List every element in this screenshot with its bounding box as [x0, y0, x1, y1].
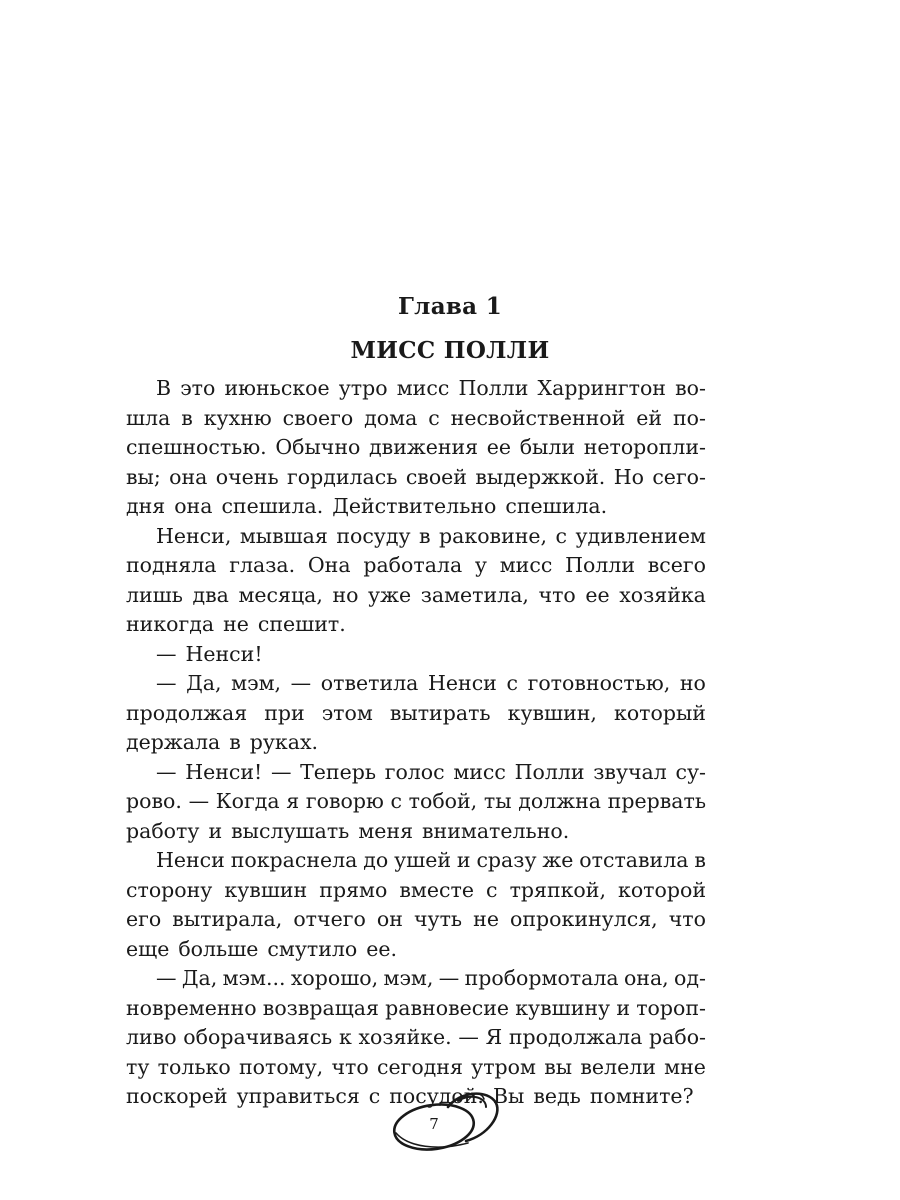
- text-line: рово. — Когда я говорю с тобой, ты должна прервать: [126, 789, 706, 813]
- chapter-heading: [0, 285, 900, 373]
- text-line: спешностью. Обычно движения ее были неторопли-: [126, 435, 706, 459]
- text-line: — Ненси! — Теперь голос мисс Полли звучал су-: [156, 759, 706, 784]
- text-line: шла в кухню своего дома с несвойственной ей по-: [126, 405, 706, 430]
- text-line: работу и выслушать меня внимательно.: [126, 818, 570, 843]
- page-number: 7: [429, 1115, 439, 1133]
- text-line: Ненси, мывшая посуду в раковине, с удивлением: [156, 523, 706, 548]
- text-line: дня она спешила. Действительно спешила.: [126, 494, 608, 518]
- text-line: никогда не спешит.: [126, 612, 346, 636]
- page-number-ornament: [388, 1085, 503, 1155]
- text-line: его вытирала, отчего он чуть не опрокинулся, что: [126, 907, 706, 931]
- text-line: — Да, мэм... хорошо, мэм, — пробормотала она, од-: [156, 966, 706, 990]
- text-line: — Да, мэм, — ответила Ненси с готовностью, но: [156, 671, 706, 695]
- text-line: лишь два месяца, но уже заметила, что ее хозяйка: [126, 582, 706, 607]
- text-line: В это июньское утро мисс Полли Харрингтон во-: [156, 376, 706, 400]
- text-line: продолжая при этом вытирать кувшин, который: [126, 700, 706, 725]
- text-line: подняла глаза. Она работала у мисс Полли всего: [126, 553, 706, 577]
- chapter-title: МИСС ПОЛЛИ: [350, 337, 550, 364]
- text-line: поскорей управиться с посудой. Вы ведь помните?: [126, 1084, 694, 1108]
- text-line: ту только потому, что сегодня утром вы велели мне: [126, 1054, 706, 1079]
- text-line: еще больше смутило ее.: [126, 936, 398, 961]
- text-line: ливо оборачиваясь к хозяйке. — Я продолжала рабо-: [126, 1025, 706, 1049]
- text-line: — Ненси!: [156, 641, 263, 666]
- text-line: держала в руках.: [126, 730, 319, 754]
- text-line: Ненси покраснела до ушей и сразу же отставила в: [156, 848, 706, 872]
- text-line: сторону кувшин прямо вместе с тряпкой, которой: [126, 877, 706, 902]
- text-line: вы; она очень гордилась своей выдержкой. Но сего-: [126, 464, 706, 489]
- chapter-body: [126, 374, 706, 1112]
- chapter-label: Глава 1: [398, 293, 502, 320]
- text-line: новременно возвращая равновесие кувшину и тороп-: [126, 995, 706, 1020]
- oval-swirl-icon: [388, 1085, 503, 1155]
